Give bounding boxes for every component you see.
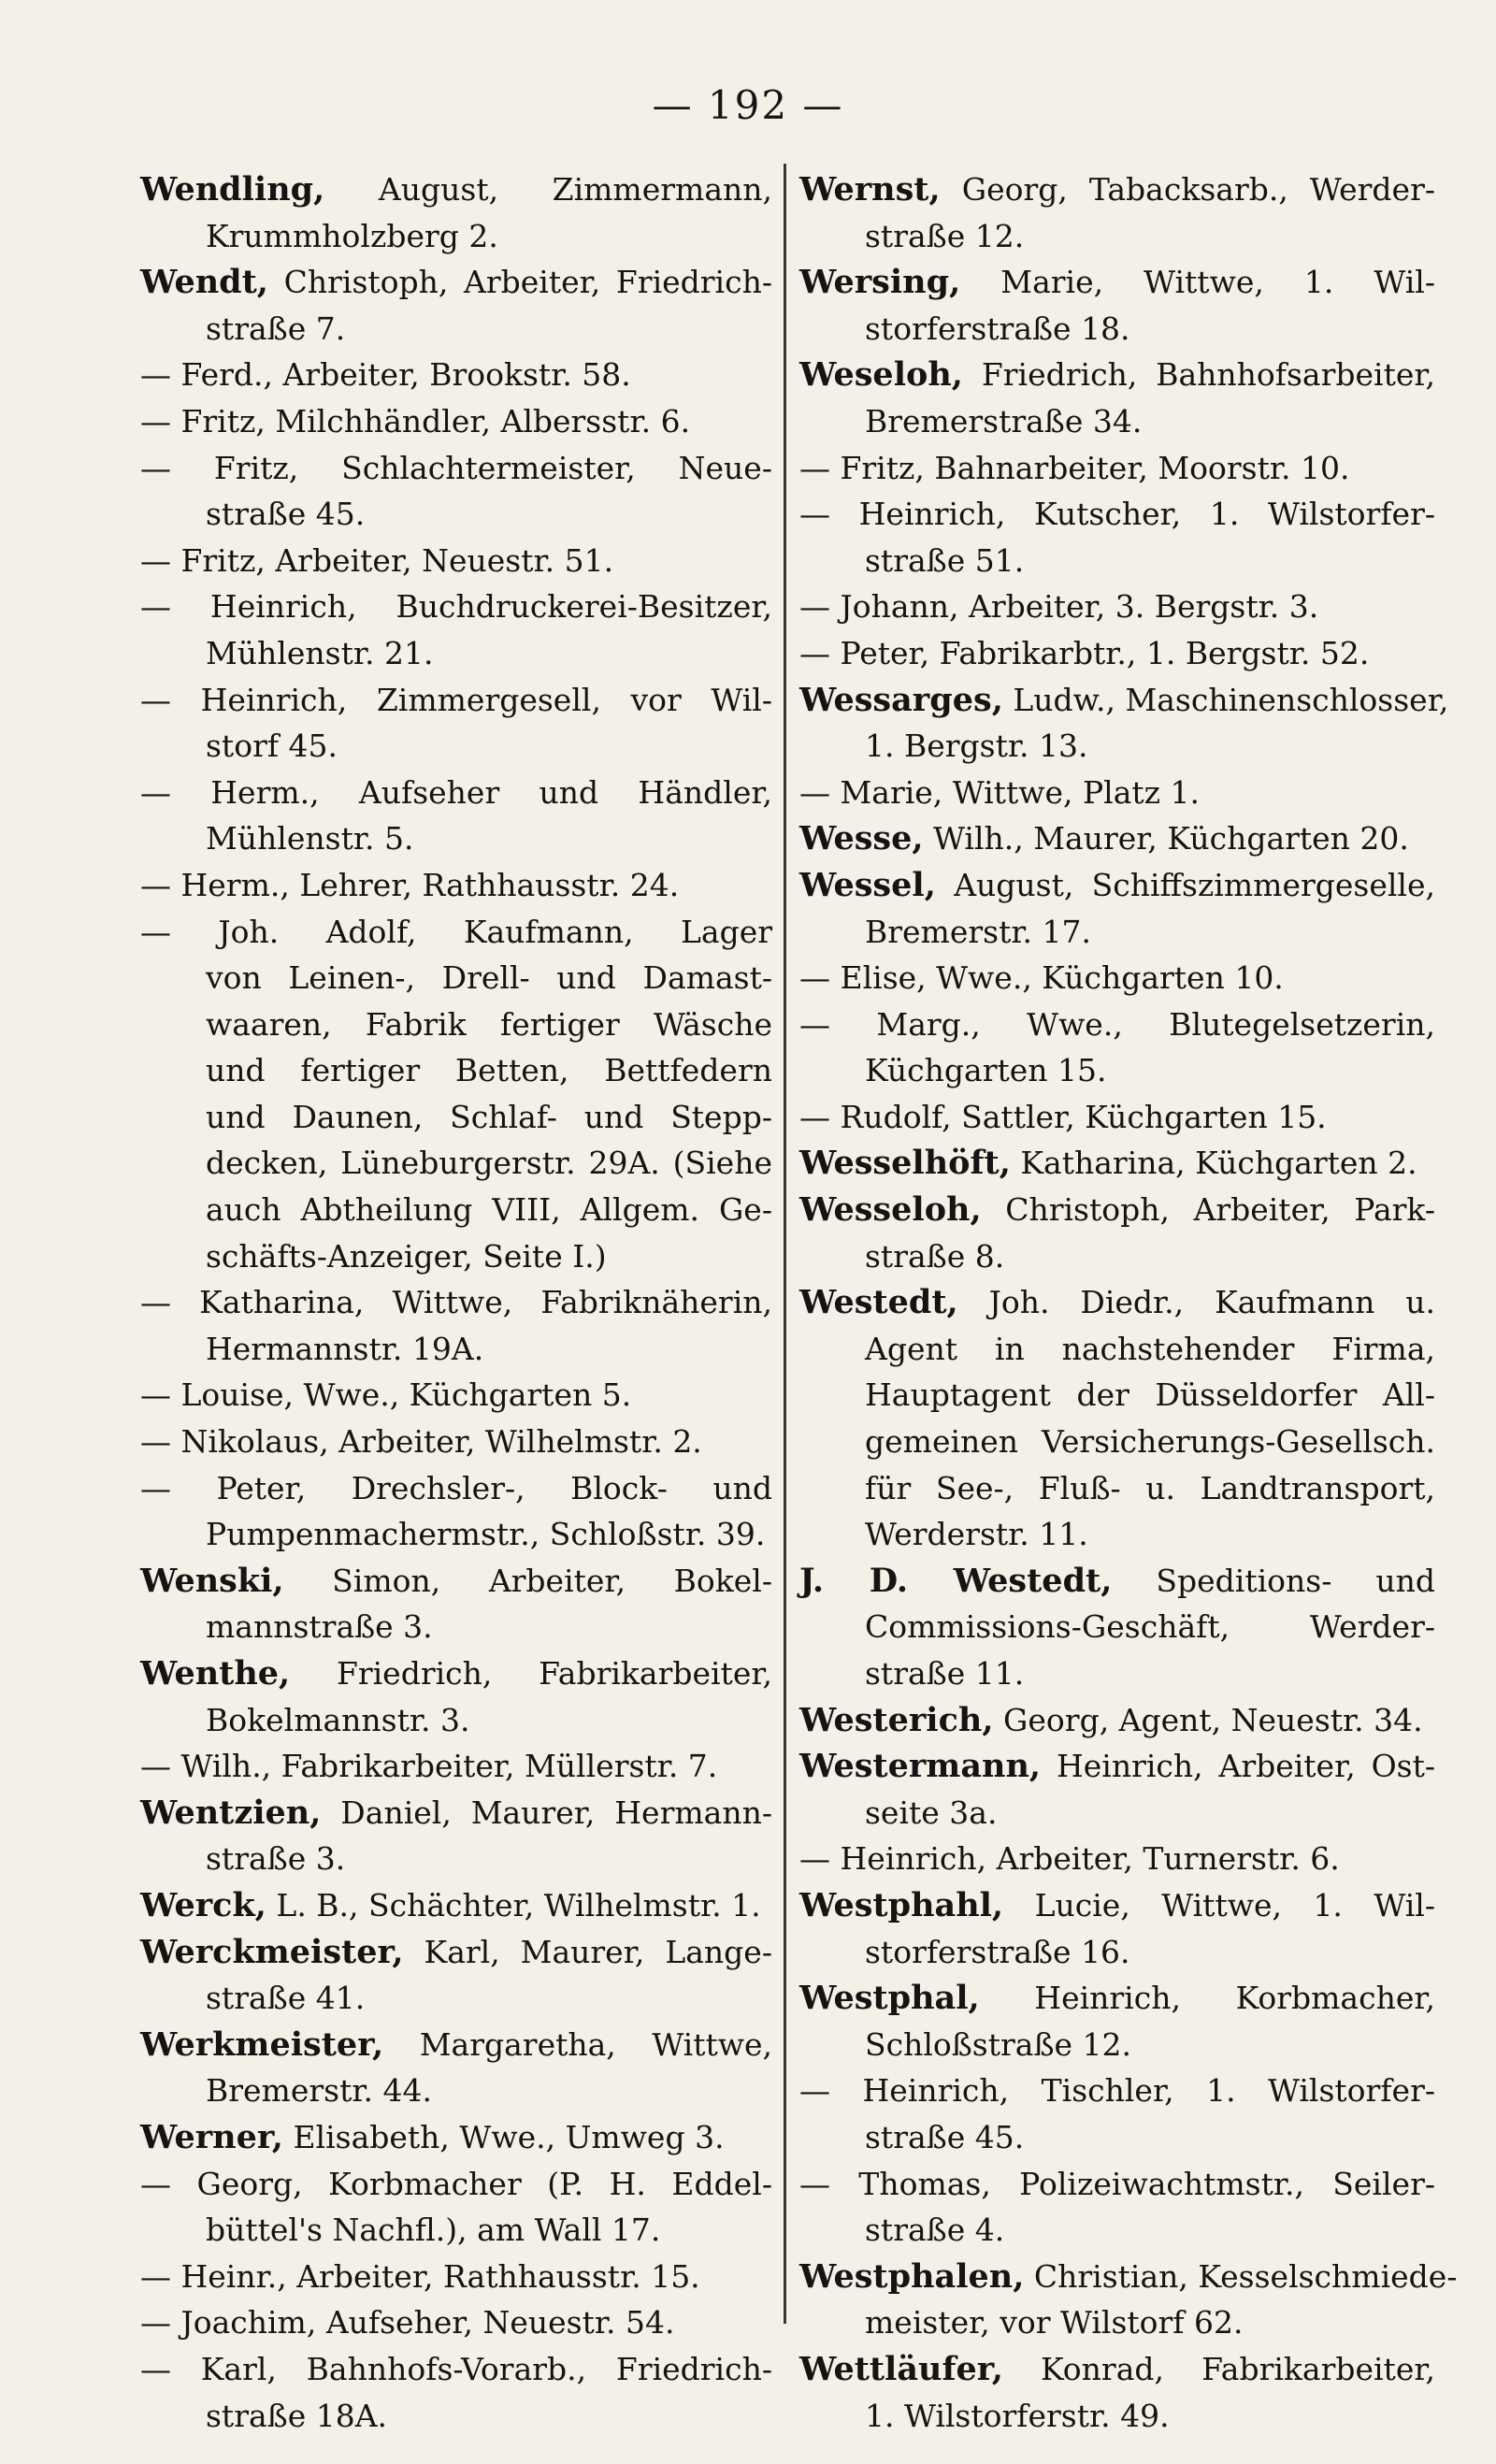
entry-first-line bbox=[799, 166, 1435, 213]
entry-continuation-line bbox=[799, 1511, 1435, 1558]
entry-first-line bbox=[799, 1187, 1435, 1233]
entry-text: — Heinrich, Arbeiter, Turnerstr. 6. bbox=[799, 1840, 1340, 1878]
surname: Wendt, bbox=[140, 263, 268, 302]
entry-first-line bbox=[799, 2161, 1435, 2208]
entry-first-line bbox=[799, 491, 1435, 538]
entry-text: Elisabeth, Wwe., Umweg 3. bbox=[282, 2118, 725, 2155]
entry-text: — Marie, Wittwe, Platz 1. bbox=[799, 773, 1201, 811]
directory-entry bbox=[140, 398, 772, 445]
directory-entry bbox=[799, 677, 1449, 770]
entry-first-line bbox=[140, 1419, 772, 1465]
directory-entry bbox=[799, 352, 1435, 444]
entry-continuation-line bbox=[799, 909, 1435, 956]
entry-text: schäfts-Anzeiger, Seite I.) bbox=[206, 1237, 607, 1275]
surname: Wendling, bbox=[140, 170, 325, 209]
entry-text: straße 45. bbox=[865, 2118, 1025, 2155]
entry-text: — Fritz, Arbeiter, Neuestr. 51. bbox=[140, 541, 614, 579]
directory-entry bbox=[140, 1372, 772, 1419]
entry-text: August, Zimmermann, bbox=[324, 171, 772, 208]
entry-text: Heinrich, Korbmacher, bbox=[979, 1980, 1435, 2017]
entry-text: — Heinrich, Buchdruckerei-Besitzer, bbox=[140, 588, 772, 626]
entry-text: — Thomas, Polizeiwachtmstr., Seiler- bbox=[799, 2165, 1435, 2202]
entry-text: — Fritz, Bahnarbeiter, Moorstr. 10. bbox=[799, 449, 1350, 486]
entry-continuation-line bbox=[140, 213, 772, 260]
entry-continuation-line bbox=[799, 398, 1435, 445]
entry-first-line bbox=[799, 2068, 1435, 2114]
entry-first-line bbox=[140, 2022, 772, 2068]
entry-text: Bremerstr. 44. bbox=[206, 2072, 432, 2110]
surname: Wesselhöft, bbox=[799, 1144, 1011, 1183]
entry-text: — Herm., Aufseher und Händler, bbox=[140, 773, 772, 811]
entry-first-line bbox=[140, 352, 772, 398]
page-number: — 192 — bbox=[652, 82, 844, 128]
entry-first-line bbox=[140, 2254, 772, 2300]
entry-continuation-line bbox=[140, 723, 772, 770]
entry-text: Christoph, Arbeiter, Friedrich- bbox=[268, 264, 772, 301]
entry-text: — Heinrich, Tischler, 1. Wilstorfer- bbox=[799, 2072, 1435, 2110]
entry-text: decken, Lüneburgerstr. 29A. (Siehe bbox=[206, 1145, 772, 1182]
entry-first-line bbox=[140, 2346, 772, 2393]
directory-entry bbox=[799, 584, 1435, 630]
entry-continuation-line bbox=[799, 306, 1435, 353]
entry-text: August, Schiffszimmergeselle, bbox=[935, 866, 1435, 903]
entry-text: L. B., Schächter, Wilhelmstr. 1. bbox=[266, 1886, 761, 1924]
entry-text: Georg, Agent, Neuestr. 34. bbox=[993, 1701, 1423, 1738]
directory-entry bbox=[140, 2022, 772, 2114]
entry-text: Werderstr. 11. bbox=[865, 1516, 1088, 1553]
entry-continuation-line bbox=[799, 2022, 1435, 2068]
directory-entry bbox=[140, 862, 772, 909]
entry-first-line bbox=[799, 815, 1435, 862]
directory-entry bbox=[799, 770, 1435, 816]
entry-text: Hermannstr. 19A. bbox=[206, 1330, 484, 1367]
directory-entry bbox=[140, 1558, 772, 1650]
directory-entry bbox=[140, 1650, 772, 1743]
entry-text: straße 12. bbox=[865, 217, 1025, 254]
surname: Wesse, bbox=[799, 819, 924, 858]
entry-text: Konrad, Fabrikarbeiter, bbox=[1002, 2350, 1435, 2387]
column-divider bbox=[784, 164, 786, 2324]
surname: Werckmeister, bbox=[140, 1932, 404, 1971]
entry-text: straße 7. bbox=[206, 310, 346, 347]
entry-first-line bbox=[140, 2161, 772, 2208]
entry-continuation-line bbox=[140, 815, 772, 862]
entry-continuation-line bbox=[799, 2114, 1435, 2161]
directory-entry bbox=[140, 1882, 772, 1929]
entry-text: waaren, Fabrik fertiger Wäsche bbox=[206, 1005, 772, 1043]
surname: J. D. Westedt, bbox=[799, 1561, 1113, 1600]
directory-entry bbox=[140, 2114, 772, 2161]
entry-text: Ludw., Maschinenschlosser, bbox=[1002, 681, 1449, 718]
directory-entry bbox=[799, 1836, 1435, 1882]
entry-first-line bbox=[799, 1001, 1435, 1048]
entry-first-line bbox=[799, 1697, 1435, 1744]
entry-first-line bbox=[140, 1465, 772, 1512]
entry-continuation-line bbox=[140, 491, 772, 538]
entry-continuation-line bbox=[799, 1372, 1435, 1419]
entry-first-line bbox=[140, 770, 772, 816]
entry-text: — Joachim, Aufseher, Neuestr. 54. bbox=[140, 2304, 675, 2342]
surname: Westermann, bbox=[799, 1747, 1042, 1786]
entry-continuation-line bbox=[799, 213, 1435, 260]
entry-text: — Heinrich, Zimmergesell, vor Wil- bbox=[140, 681, 772, 718]
entry-first-line bbox=[799, 677, 1449, 724]
entry-text: — Elise, Wwe., Küchgarten 10. bbox=[799, 959, 1284, 997]
entry-text: — Herm., Lehrer, Rathhausstr. 24. bbox=[140, 866, 680, 903]
entry-first-line bbox=[799, 2254, 1458, 2300]
surname: Westphahl, bbox=[799, 1885, 1004, 1924]
entry-text: Karl, Maurer, Lange- bbox=[403, 1933, 772, 1970]
directory-entry bbox=[140, 677, 772, 770]
entry-text: gemeinen Versicherungs-Gesellsch. bbox=[865, 1423, 1435, 1461]
entry-first-line bbox=[799, 1558, 1435, 1605]
surname: Wernst, bbox=[799, 170, 941, 209]
entry-first-line bbox=[140, 862, 772, 909]
directory-entry bbox=[799, 1558, 1435, 1697]
entry-continuation-line bbox=[140, 1047, 772, 1094]
directory-entry bbox=[140, 538, 772, 584]
directory-entry bbox=[799, 1697, 1435, 1744]
entry-continuation-line bbox=[140, 2207, 772, 2254]
right-column bbox=[799, 166, 1458, 2439]
directory-entry bbox=[799, 815, 1435, 862]
entry-continuation-line bbox=[140, 1697, 772, 1744]
entry-text: Christoph, Arbeiter, Park- bbox=[981, 1191, 1435, 1229]
entry-first-line bbox=[140, 445, 772, 492]
directory-entry bbox=[799, 2068, 1435, 2160]
entry-text: — Ferd., Arbeiter, Brookstr. 58. bbox=[140, 356, 631, 394]
entry-first-line bbox=[140, 538, 772, 584]
directory-entry bbox=[799, 1187, 1435, 1279]
surname: Wessarges, bbox=[799, 680, 1003, 719]
surname: Wersing, bbox=[799, 263, 961, 302]
directory-entry bbox=[140, 166, 772, 259]
entry-text: meister, vor Wilstorf 62. bbox=[865, 2304, 1244, 2342]
entry-continuation-line bbox=[140, 1326, 772, 1373]
entry-first-line bbox=[140, 677, 772, 724]
entry-first-line bbox=[799, 352, 1435, 398]
entry-first-line bbox=[799, 1836, 1435, 1882]
directory-entry bbox=[799, 862, 1435, 955]
entry-first-line bbox=[140, 1882, 772, 1929]
entry-text: Hauptagent der Düsseldorfer All- bbox=[865, 1376, 1435, 1414]
entry-text: straße 8. bbox=[865, 1237, 1005, 1275]
entry-text: Krummholzberg 2. bbox=[206, 217, 498, 254]
entry-first-line bbox=[799, 1140, 1435, 1187]
entry-text: Mühlenstr. 5. bbox=[206, 820, 414, 857]
entry-text: Daniel, Maurer, Hermann- bbox=[321, 1794, 772, 1831]
surname: Westphal, bbox=[799, 1979, 980, 2018]
entry-text: — Heinrich, Kutscher, 1. Wilstorfer- bbox=[799, 496, 1435, 533]
entry-text: — Georg, Korbmacher (P. H. Eddel- bbox=[140, 2165, 772, 2202]
entry-first-line bbox=[799, 862, 1435, 909]
entry-continuation-line bbox=[140, 1140, 772, 1187]
entry-continuation-line bbox=[799, 2299, 1435, 2346]
directory-entry bbox=[799, 2346, 1435, 2439]
entry-text: Speditions- und bbox=[1112, 1562, 1436, 1599]
directory-entry bbox=[799, 1743, 1435, 1836]
entry-text: straße 51. bbox=[865, 541, 1025, 579]
entry-text: — Fritz, Milchhändler, Albersstr. 6. bbox=[140, 402, 691, 439]
entry-continuation-line bbox=[140, 1094, 772, 1141]
entry-continuation-line bbox=[799, 1326, 1435, 1373]
directory-entry bbox=[140, 2161, 772, 2254]
entry-text: und Daunen, Schlaf- und Stepp- bbox=[206, 1098, 772, 1135]
directory-entry bbox=[140, 1465, 772, 1558]
entry-text: büttel's Nachfl.), am Wall 17. bbox=[206, 2212, 661, 2249]
directory-entry bbox=[799, 1882, 1435, 1975]
entry-text: — Katharina, Wittwe, Fabriknäherin, bbox=[140, 1284, 772, 1321]
entry-text: Commissions-Geschäft, Werder- bbox=[865, 1608, 1435, 1646]
entry-first-line bbox=[140, 909, 772, 956]
entry-text: Bremerstraße 34. bbox=[865, 402, 1143, 439]
directory-entry bbox=[140, 2346, 772, 2439]
entry-continuation-line bbox=[140, 1604, 772, 1650]
entry-first-line bbox=[799, 630, 1435, 677]
entry-text: Heinrich, Arbeiter, Ost- bbox=[1041, 1748, 1435, 1785]
surname: Wessel, bbox=[799, 865, 936, 904]
entry-first-line bbox=[140, 584, 772, 630]
entry-text: — Heinr., Arbeiter, Rathhausstr. 15. bbox=[140, 2257, 700, 2295]
entry-continuation-line bbox=[140, 1187, 772, 1233]
directory-entry bbox=[799, 2161, 1435, 2254]
surname: Westedt, bbox=[799, 1283, 958, 1322]
entry-text: Wilh., Maurer, Küchgarten 20. bbox=[923, 820, 1409, 857]
entry-first-line bbox=[799, 955, 1435, 1001]
entry-text: für See-, Fluß- u. Landtransport, bbox=[865, 1469, 1435, 1506]
entry-continuation-line bbox=[799, 1419, 1435, 1465]
entry-text: — Joh. Adolf, Kaufmann, Lager bbox=[140, 913, 772, 950]
entry-continuation-line bbox=[140, 1511, 772, 1558]
entry-continuation-line bbox=[799, 538, 1435, 584]
entry-continuation-line bbox=[799, 1604, 1435, 1650]
directory-entry bbox=[140, 909, 772, 1280]
surname: Wenski, bbox=[140, 1561, 284, 1600]
entry-text: Georg, Tabacksarb., Werder- bbox=[940, 171, 1435, 208]
entry-text: Pumpenmachermstr., Schloßstr. 39. bbox=[206, 1516, 766, 1553]
directory-entry bbox=[799, 1140, 1435, 1187]
entry-first-line bbox=[799, 1975, 1435, 2022]
directory-entry bbox=[799, 1001, 1435, 1094]
entry-first-line bbox=[140, 1372, 772, 1419]
entry-text: — Rudolf, Sattler, Küchgarten 15. bbox=[799, 1098, 1327, 1135]
entry-text: Schloßstraße 12. bbox=[865, 2025, 1131, 2063]
directory-entry bbox=[140, 445, 772, 538]
entry-continuation-line bbox=[799, 1790, 1435, 1837]
entry-text: mannstraße 3. bbox=[206, 1608, 433, 1646]
directory-entry bbox=[140, 352, 772, 398]
directory-entry bbox=[799, 445, 1435, 492]
directory-entry bbox=[140, 2299, 772, 2346]
entry-text: Margaretha, Wittwe, bbox=[383, 2025, 772, 2063]
entry-continuation-line bbox=[799, 2393, 1435, 2440]
entry-first-line bbox=[799, 2346, 1435, 2393]
entry-text: straße 3. bbox=[206, 1840, 346, 1878]
surname: Werner, bbox=[140, 2117, 283, 2156]
entry-text: storferstraße 18. bbox=[865, 310, 1130, 347]
entry-text: Simon, Arbeiter, Bokel- bbox=[283, 1562, 772, 1599]
entry-text: — Karl, Bahnhofs-Vorarb., Friedrich- bbox=[140, 2350, 772, 2387]
entry-text: Mühlenstr. 21. bbox=[206, 634, 434, 671]
entry-text: Lucie, Wittwe, 1. Wil- bbox=[1003, 1886, 1435, 1924]
entry-text: storf 45. bbox=[206, 728, 338, 765]
entry-text: — Peter, Fabrikarbtr., 1. Bergstr. 52. bbox=[799, 634, 1370, 671]
entry-first-line bbox=[799, 1882, 1435, 1929]
entry-continuation-line bbox=[799, 1233, 1435, 1280]
entry-first-line bbox=[140, 1279, 772, 1326]
entry-continuation-line bbox=[799, 1465, 1435, 1512]
directory-entry bbox=[140, 259, 772, 352]
entry-continuation-line bbox=[140, 1975, 772, 2022]
directory-entry bbox=[799, 259, 1435, 352]
entry-text: 1. Bergstr. 13. bbox=[865, 728, 1088, 765]
directory-entry bbox=[140, 1743, 772, 1790]
surname: Wenthe, bbox=[140, 1654, 291, 1693]
entry-text: straße 41. bbox=[206, 1980, 366, 2017]
entry-text: Bokelmannstr. 3. bbox=[206, 1701, 470, 1738]
entry-text: Friedrich, Bahnhofsarbeiter, bbox=[962, 356, 1435, 394]
entry-continuation-line bbox=[799, 1650, 1435, 1697]
entry-continuation-line bbox=[140, 1836, 772, 1882]
entry-text: — Peter, Drechsler-, Block- und bbox=[140, 1469, 772, 1506]
entry-continuation-line bbox=[140, 306, 772, 353]
entry-first-line bbox=[799, 770, 1435, 816]
surname: Weseloh, bbox=[799, 355, 963, 395]
entry-continuation-line bbox=[140, 1233, 772, 1280]
entry-text: — Fritz, Schlachtermeister, Neue- bbox=[140, 449, 772, 486]
directory-entry bbox=[799, 955, 1435, 1001]
entry-text: straße 4. bbox=[865, 2212, 1005, 2249]
directory-entry bbox=[140, 2254, 772, 2300]
entry-continuation-line bbox=[799, 1929, 1435, 1976]
entry-text: Joh. Diedr., Kaufmann u. bbox=[957, 1284, 1435, 1321]
entry-first-line bbox=[799, 259, 1435, 306]
entry-first-line bbox=[140, 1650, 772, 1697]
entry-first-line bbox=[140, 1743, 772, 1790]
entry-first-line bbox=[799, 445, 1435, 492]
directory-entry bbox=[799, 630, 1435, 677]
entry-text: Katharina, Küchgarten 2. bbox=[1010, 1145, 1417, 1182]
directory-entry bbox=[140, 1790, 772, 1882]
entry-text: von Leinen-, Drell- und Damast- bbox=[206, 959, 772, 997]
directory-entry bbox=[140, 1279, 772, 1372]
entry-first-line bbox=[140, 1790, 772, 1837]
directory-entry bbox=[799, 1094, 1435, 1141]
directory-entry bbox=[140, 1929, 772, 2022]
entry-continuation-line bbox=[140, 630, 772, 677]
entry-text: — Louise, Wwe., Küchgarten 5. bbox=[140, 1376, 632, 1414]
entry-text: Marie, Wittwe, 1. Wil- bbox=[960, 264, 1435, 301]
surname: Wesseloh, bbox=[799, 1190, 982, 1230]
entry-continuation-line bbox=[140, 2068, 772, 2114]
entry-first-line bbox=[140, 166, 772, 213]
surname: Werkmeister, bbox=[140, 2025, 384, 2064]
surname: Werck, bbox=[140, 1885, 266, 1924]
entry-continuation-line bbox=[140, 2393, 772, 2440]
entry-first-line bbox=[140, 1929, 772, 1976]
entry-text: Agent in nachstehender Firma, bbox=[865, 1330, 1435, 1367]
directory-entry bbox=[799, 1279, 1435, 1558]
entry-continuation-line bbox=[799, 2207, 1435, 2254]
entry-text: — Marg., Wwe., Blutegelsetzerin, bbox=[799, 1005, 1435, 1043]
entry-continuation-line bbox=[799, 1047, 1435, 1094]
entry-text: — Johann, Arbeiter, 3. Bergstr. 3. bbox=[799, 588, 1319, 626]
entry-first-line bbox=[140, 259, 772, 306]
entry-first-line bbox=[799, 1743, 1435, 1790]
entry-text: Christian, Kesselschmiede- bbox=[1024, 2257, 1458, 2295]
directory-entry bbox=[799, 166, 1435, 259]
entry-text: — Wilh., Fabrikarbeiter, Müllerstr. 7. bbox=[140, 1748, 718, 1785]
entry-first-line bbox=[140, 398, 772, 445]
entry-continuation-line bbox=[140, 1001, 772, 1048]
entry-first-line bbox=[799, 1279, 1435, 1326]
left-column bbox=[140, 166, 772, 2439]
entry-text: straße 45. bbox=[206, 496, 366, 533]
surname: Wentzien, bbox=[140, 1793, 322, 1832]
entry-first-line bbox=[140, 2114, 772, 2161]
entry-text: auch Abtheilung VIII, Allgem. Ge- bbox=[206, 1191, 772, 1229]
directory-entry bbox=[140, 584, 772, 676]
entry-text: straße 18A. bbox=[206, 2397, 388, 2434]
entry-text: Bremerstr. 17. bbox=[865, 913, 1091, 950]
surname: Westerich, bbox=[799, 1700, 994, 1739]
entry-first-line bbox=[140, 1558, 772, 1605]
entry-first-line bbox=[140, 2299, 772, 2346]
entry-text: — Nikolaus, Arbeiter, Wilhelmstr. 2. bbox=[140, 1423, 702, 1461]
surname: Wettläufer, bbox=[799, 2349, 1003, 2388]
entry-text: 1. Wilstorferstr. 49. bbox=[865, 2397, 1170, 2434]
entry-continuation-line bbox=[799, 723, 1435, 770]
entry-text: Friedrich, Fabrikarbeiter, bbox=[290, 1655, 772, 1692]
directory-entry bbox=[799, 2254, 1458, 2346]
directory-entry bbox=[140, 1419, 772, 1465]
entry-text: straße 11. bbox=[865, 1655, 1025, 1692]
surname: Westphalen, bbox=[799, 2256, 1025, 2296]
entry-text: Küchgarten 15. bbox=[865, 1052, 1107, 1089]
entry-text: und fertiger Betten, Bettfedern bbox=[206, 1052, 772, 1089]
entry-text: seite 3a. bbox=[865, 1794, 998, 1831]
directory-entry bbox=[140, 770, 772, 862]
entry-continuation-line bbox=[140, 955, 772, 1001]
directory-entry bbox=[799, 491, 1435, 584]
entry-text: storferstraße 16. bbox=[865, 1933, 1130, 1970]
entry-first-line bbox=[799, 1094, 1435, 1141]
directory-entry bbox=[799, 1975, 1435, 2068]
entry-first-line bbox=[799, 584, 1435, 630]
